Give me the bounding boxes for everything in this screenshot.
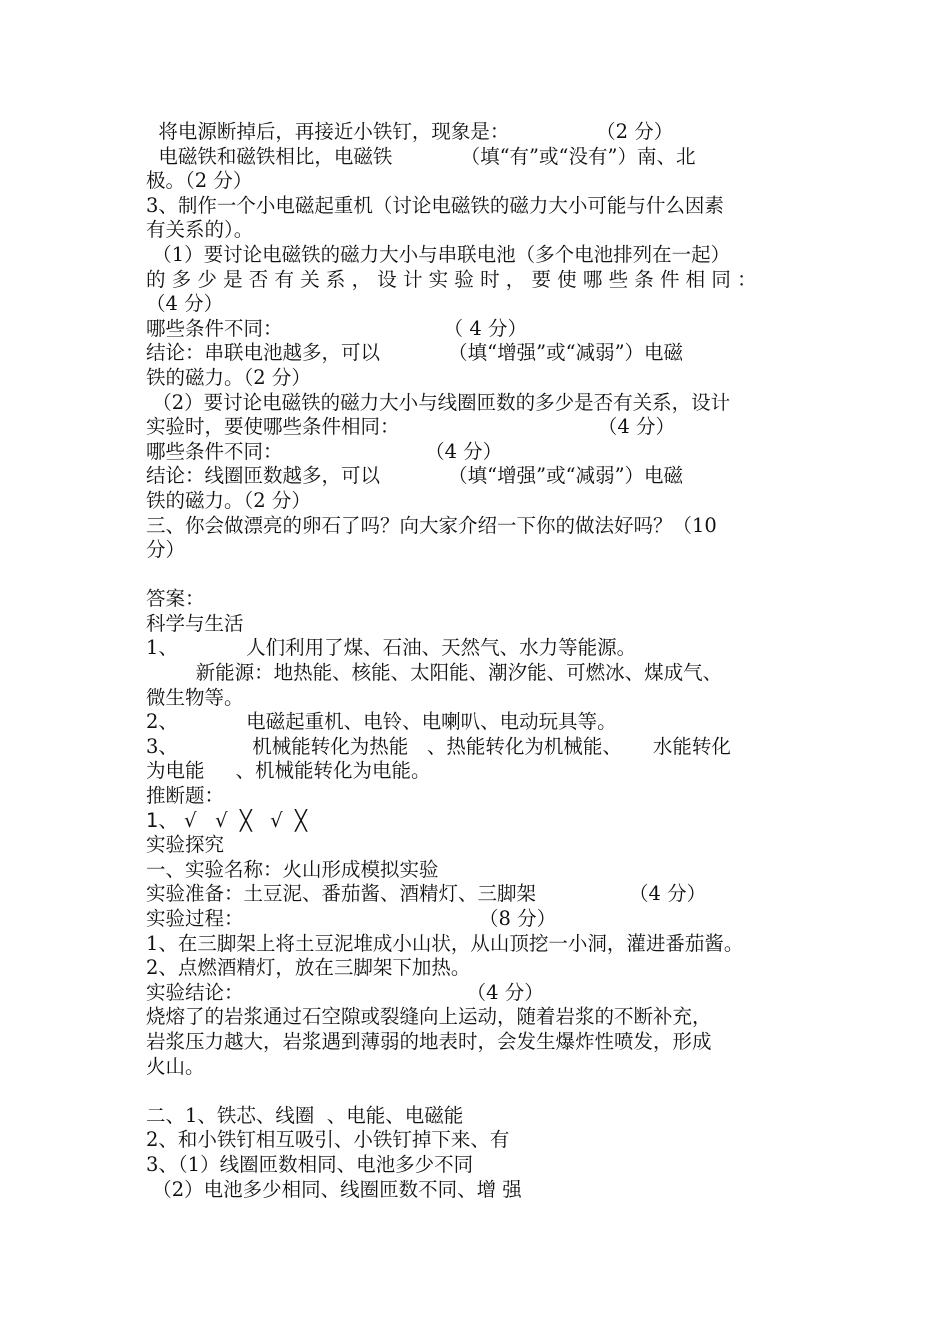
text-line: 3、制作一个小电磁起重机（讨论电磁铁的磁力大小可能与什么因素	[146, 193, 724, 217]
text-line: 1、 √ √ ╳ √ ╳	[146, 808, 307, 832]
text-line: 二、1、铁芯、线圈 、电能、电磁能	[146, 1103, 464, 1127]
text-line: 1、在三脚架上将土豆泥堆成小山状，从山顶挖一小洞，灌进番茄酱。	[146, 931, 744, 955]
text-line: 铁的磁力。（2 分）	[146, 365, 311, 389]
text-line: （2）电池多少相同、线圈匝数不同、增 强	[146, 1177, 522, 1201]
text-line: 实验探究	[146, 833, 225, 857]
text-line: 3、 机械能转化为热能 、热能转化为机械能、 水能转化	[146, 734, 731, 758]
text-line: 2、点燃酒精灯，放在三脚架下加热。	[146, 956, 471, 980]
text-line: 3、（1）线圈匝数相同、电池多少不同	[146, 1152, 474, 1176]
text-line: （1）要讨论电磁铁的磁力大小与串联电池（多个电池排列在一起）	[146, 242, 731, 266]
text-line: 火山。	[146, 1054, 205, 1078]
text-line: 实验过程： （8 分）	[146, 907, 557, 930]
text-line: 2、 电磁起重机、电铃、电喇叭、电动玩具等。	[146, 710, 617, 734]
text-line: 科学与生活	[146, 611, 244, 635]
text-line: 三、你会做漂亮的卵石了吗？向大家介绍一下你的做法好吗？（10	[146, 513, 717, 537]
text-line: 结论：线圈匝数越多，可以 （填“增强”或“减弱”）电磁	[146, 464, 684, 488]
text-line: 2、和小铁钉相互吸引、小铁钉掉下来、有	[146, 1128, 510, 1152]
text-line: 新能源：地热能、核能、太阳能、潮汐能、可燃冰、煤成气、	[146, 661, 723, 685]
text-line: 将电源断掉后，再接近小铁钉，现象是： （2 分）	[146, 120, 674, 143]
text-line: 实验结论： （4 分）	[146, 980, 544, 1004]
text-line: 微生物等。	[146, 685, 244, 709]
text-line: 实验时，要使哪些条件相同： （4 分）	[146, 415, 675, 439]
text-line: 哪些条件不同： （ 4 分）	[146, 316, 527, 340]
text-line: 极。（2 分）	[146, 169, 253, 193]
text-line: （4 分）	[146, 292, 224, 316]
text-line: （2）要讨论电磁铁的磁力大小与线圈匝数的多少是否有关系，设计	[146, 390, 731, 414]
text-line: 为电能 、机械能转化为电能。	[146, 759, 431, 783]
text-line: 烧熔了的岩浆通过石空隙或裂缝向上运动，随着岩浆的不断补充，	[146, 1005, 712, 1029]
text-line: 电磁铁和磁铁相比，电磁铁 （填“有”或“没有”）南、北	[146, 144, 696, 168]
text-line: 分）	[146, 538, 186, 562]
text-line: 一、实验名称：火山形成模拟实验	[146, 857, 439, 881]
text-line: 推断题：	[146, 784, 225, 808]
text-line: 答案：	[146, 587, 205, 611]
text-line: 哪些条件不同： （4 分）	[146, 439, 503, 463]
text-line: 有关系的）。	[146, 218, 254, 242]
text-line: 实验准备：土豆泥、番茄酱、酒精灯、三脚架 （4 分）	[146, 882, 707, 906]
text-line: 铁的磁力。（2 分）	[146, 488, 311, 512]
text-line	[146, 563, 814, 588]
document-body	[146, 120, 814, 1202]
text-line: 1、 人们利用了煤、石油、天然气、水力等能源。	[146, 636, 637, 660]
text-line	[146, 1079, 814, 1104]
text-line: 结论：串联电池越多，可以 （填“增强”或“减弱”）电磁	[146, 341, 684, 365]
text-line: 的 多 少 是 否 有 关 系 ， 设 计 实 验 时 ， 要 使 哪 些 条 件 相 同 ：	[146, 267, 757, 291]
text-line: 岩浆压力越大，岩浆遇到薄弱的地表时，会发生爆炸性喷发，形成	[146, 1029, 712, 1053]
